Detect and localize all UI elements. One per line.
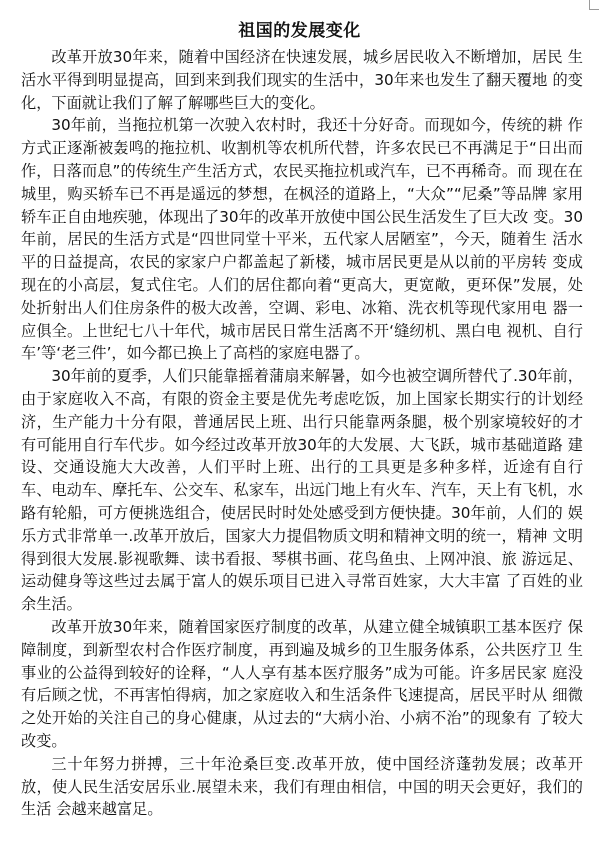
paragraph-transport-entertainment: 30年前的夏季，人们只能靠摇着蒲扇来解暑，如今也被空调所替代了.30年前，由于家庭收入不高，有限的资金主要是优先考虑吃饭，加上国家长期实行的计划经 济，生产能力十分有限，普通居民上班、出行只能靠两条腿，极个别家境较好的才 有可能用自行车代步。如今经过改革开放30年的大发展、大飞跃，城市基础道路 建设、交通设施大大改善，人们平时上班、出行的工具更是多种多样，近途有自行 车、电动车、摩托车、公交车、私家车，出远门地上有火车、汽车，天上有飞机，水路有轮船，可方便挑选组合，使居民时时处处感受到方便快捷。30年前，人们的 娱乐方式非常单一.改革开放后，国家大力提倡物质文明和精神文明的统一，精神 文明得到很大发展.影视歌舞、读书看报、琴棋书画、花鸟鱼虫、上网冲浪、旅 游远足、运动健身等这些过去属于富人的娱乐项目已进入寻常百姓家，大大丰富 了百姓的业余生活。	[21, 367, 583, 614]
paragraph-healthcare: 改革开放30年来，随着国家医疗制度的改革，从建立健全城镇职工基本医疗 保障制度，到新型农村合作医疗制度，再到遍及城乡的卫生服务体系，公共医疗卫 生事业的公益得到较好的诠释，“人人享有基本医疗服务”成为可能。许多居民家 庭没有后顾之忧，不再害怕得病，加之家庭收入和生活条件飞速提高，居民平时从 细微之处开始的关注自己的身心健康，从过去的“大病小治、小病不治”的现象有 了较大改变。	[21, 617, 583, 750]
paragraph-intro: 改革开放30年来，随着中国经济在快速发展，城乡居民收入不断增加，居民 生活水平得到明显提高，回到来到我们现实的生活中，30年来也发生了翻天覆地 的变化，下面就让我们了解了解哪些巨大的变化。	[21, 48, 583, 112]
document-body	[21, 46, 583, 821]
document-title: 祖国的发展变化	[238, 21, 361, 41]
paragraph-living-conditions: 30年前，当拖拉机第一次驶入农村时，我还十分好奇。而现如今，传统的耕 作方式正逐渐被轰鸣的拖拉机、收割机等农机所代替，许多农民已不再满足于“日出而作，日落而息”的传统生产生活方式，农民买拖拉机或汽车，已不再稀奇。而 现在在城里，购买轿车已不再是遥远的梦想，在枫泾的道路上，“大众”“尼桑”等品牌 家用轿车正自由地疾驰，体现出了30年的改革开放使中国公民生活发生了巨大改 变。30年前，居民的生活方式是“四世同堂十平米，五代家人居陋室”，今天，随着生 活水平的日益提高，农民的家家户户都盖起了新楼，城市居民更是从以前的平房转 变成现在的小高层，复式住宅。人们的居住都向着“更高大，更宽敞，更环保”发展，处处折射出人们住房条件的极大改善，空调、彩电、冰箱、洗衣机等现代家用电 器一应俱全。上世纪七八十年代，城市居民日常生活离不开‘缝纫机、黑白电 视机、自行车’等‘老三件’，如今都已换上了高档的家庭电器了。	[21, 116, 583, 363]
page-corner-mark	[589, 0, 599, 10]
paragraph-conclusion: 三十年努力拼搏，三十年沧桑巨变.改革开放，使中国经济蓬勃发展；改革开放，使人民生活安居乐业.展望未来，我们有理由相信，中国的明天会更好，我们的生活 会越来越富足。	[21, 754, 583, 819]
